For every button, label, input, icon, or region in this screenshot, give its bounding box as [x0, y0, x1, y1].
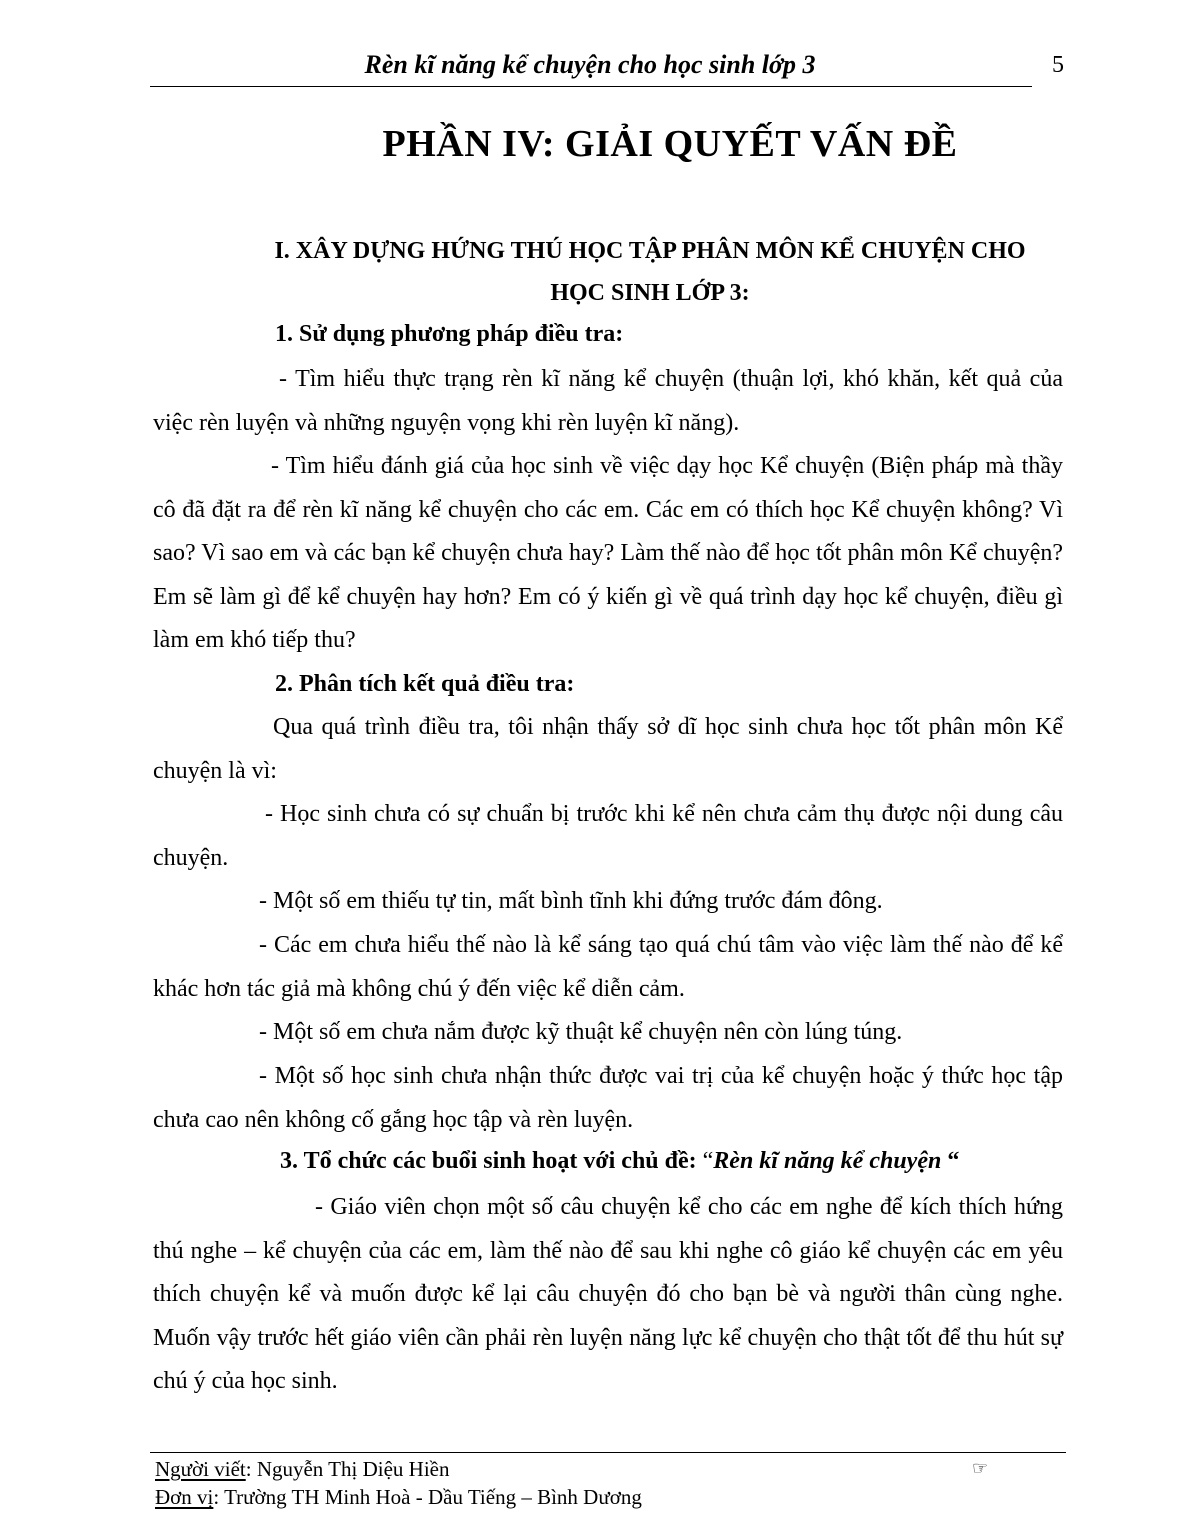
pointing-hand-icon: ☞ — [972, 1458, 989, 1479]
section-title-line-2: HỌC SINH LỚP 3: — [550, 280, 750, 306]
part-title: PHẦN IV: GIẢI QUYẾT VẤN ĐỀ — [382, 123, 958, 165]
footer-author — [155, 1457, 449, 1482]
subsection-3-title-italic: Rèn kĩ năng kể chuyện — [713, 1148, 942, 1174]
open-quote: “ — [702, 1148, 714, 1174]
footer-unit-label: Đơn vị — [155, 1485, 214, 1509]
subsection-2-paragraph-6: - Một số học sinh chưa nhận thức được vai trị của kể chuyện hoặc ý thức học tập chưa cao nên không cố gắng học tập và rèn luyện. — [153, 1063, 1063, 1133]
footer-author-label: Người viết — [155, 1457, 246, 1481]
footer-unit-value: : Trường TH Minh Hoà - Dầu Tiếng – Bình Dương — [213, 1485, 642, 1509]
close-quote: “ — [941, 1148, 960, 1174]
page-number: 5 — [1052, 52, 1064, 78]
header-title: Rèn kĩ năng kể chuyện cho học sinh lớp 3 — [364, 50, 816, 79]
subsection-2-paragraph-2: - Học sinh chưa có sự chuẩn bị trước khi kể nên chưa cảm thụ được nội dung câu chuyện. — [153, 801, 1063, 871]
subsection-1-paragraph-1: - Tìm hiểu thực trạng rèn kĩ năng kể chuyện (thuận lợi, khó khăn, kết quả của việc rèn luyện và những nguyện vọng khi rèn luyện kĩ năng). — [153, 366, 1063, 436]
subsection-3-title — [280, 1148, 959, 1175]
section-title — [180, 230, 1120, 314]
subsection-3-paragraph-1: - Giáo viên chọn một số câu chuyện kể cho các em nghe để kích thích hứng thú nghe – kể chuyện của các em, làm thế nào để sau khi nghe cô giáo kể chuyện các em yêu thích chuyện kể và muốn được kể lại câu chuyện đó cho bạn bè và người thân cùng nghe. Muốn vậy trước hết giáo viên cần phải rèn luyện năng lực kể chuyện cho thật tốt để thu hút sự chú ý của học sinh. — [153, 1194, 1063, 1394]
section-title-line-1: I. XÂY DỰNG HỨNG THÚ HỌC TẬP PHÂN MÔN KỂ CHUYỆN CHO — [274, 238, 1026, 264]
footer-divider — [150, 1452, 1066, 1453]
subsection-1-title: 1. Sử dụng phương pháp điều tra: — [275, 321, 624, 347]
subsection-2-paragraph-3: - Một số em thiếu tự tin, mất bình tĩnh khi đứng trước đám đông. — [259, 888, 883, 914]
subsection-2-paragraph-5: - Một số em chưa nắm được kỹ thuật kể chuyện nên còn lúng túng. — [259, 1019, 903, 1045]
footer-author-value: : Nguyễn Thị Diệu Hiền — [245, 1457, 450, 1481]
subsection-2-paragraph-1: Qua quá trình điều tra, tôi nhận thấy sở dĩ học sinh chưa học tốt phân môn Kể chuyện là vì: — [153, 714, 1063, 784]
subsection-2-paragraph-4: - Các em chưa hiểu thế nào là kể sáng tạo quá chú tâm vào việc làm thế nào để kể khác hơn tác giả mà không chú ý đến việc kể diễn cảm. — [153, 932, 1063, 1002]
subsection-3-title-prefix: 3. Tổ chức các buổi sinh hoạt với chủ đề: — [280, 1148, 703, 1174]
subsection-1-paragraph-2: - Tìm hiểu đánh giá của học sinh về việc dạy học Kể chuyện (Biện pháp mà thầy cô đã đặt ra để rèn kĩ năng kể chuyện cho các em. Các em có thích học Kể chuyện không? Vì sao? Vì sao em và các bạn kể chuyện chưa hay? Làm thế nào để học tốt phân môn Kể chuyện? Em sẽ làm gì để kể chuyện hay hơn? Em có ý kiến gì về quá trình dạy học kể chuyện, điều gì làm em khó tiếp thu? — [153, 453, 1063, 653]
header-divider — [150, 86, 1032, 87]
subsection-2-title: 2. Phân tích kết quả điều tra: — [275, 671, 575, 697]
footer-unit — [155, 1485, 642, 1510]
